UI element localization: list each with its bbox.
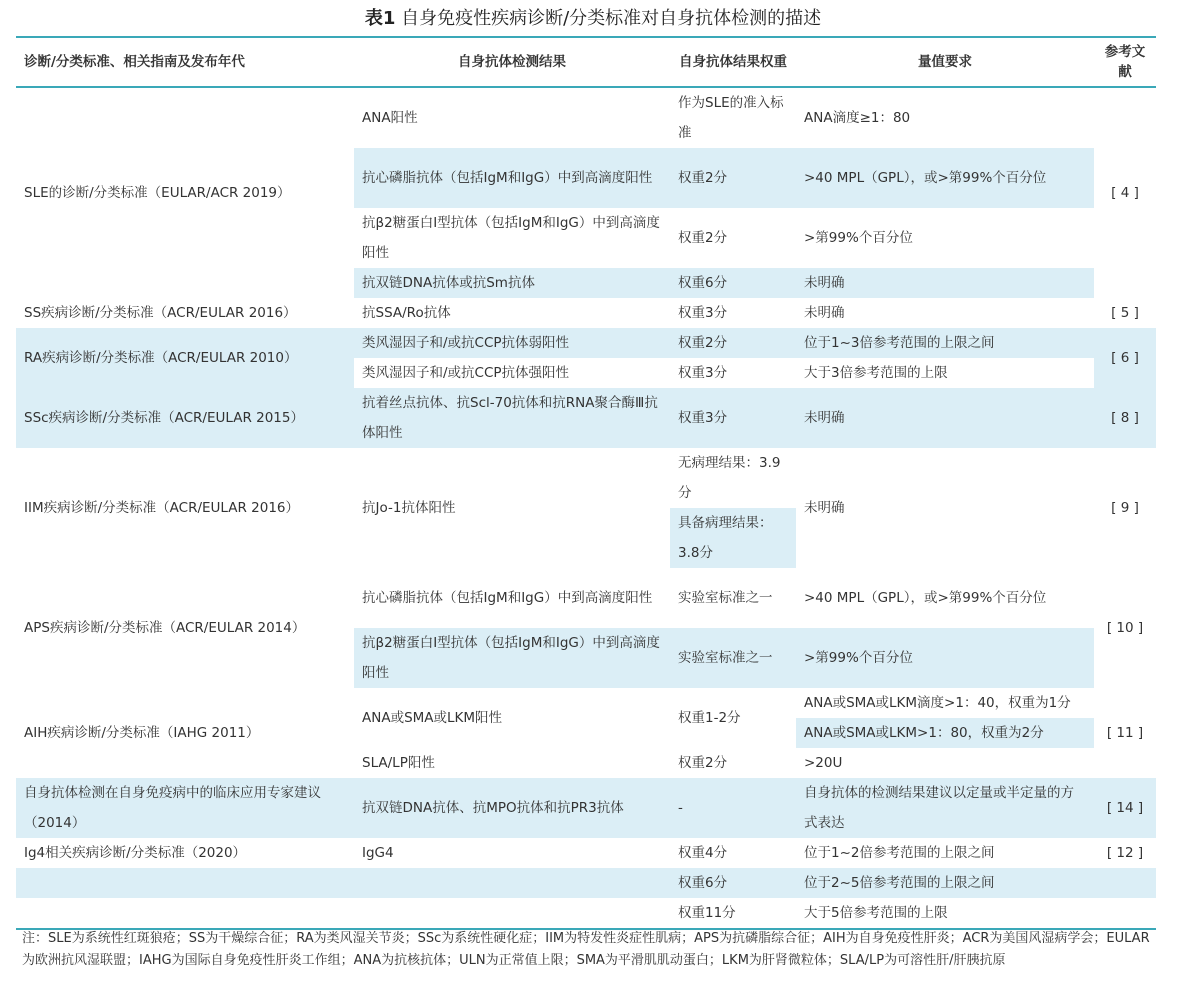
table-footnote: 注：SLE为系统性红斑狼疮；SS为干燥综合征；RA为类风湿关节炎；SSc为系统性硬化症；IIM为特发性炎症性肌病；APS为抗磷脂综合征；AIH为自身免疫性肝炎；ACR为美国风湿病学会；EULAR为欧洲抗风湿联盟；IAHG为国际自身免疫性肝炎工作组；ANA为抗核抗体；ULN为正常值上限；SMA为平滑肌肌动蛋白；LKM为肝肾微粒体；SLA/LP为可溶性肝/肝胰抗原 bbox=[22, 931, 1150, 968]
cell-antibody bbox=[354, 898, 670, 929]
table-row bbox=[16, 688, 1156, 718]
cell-standard: SS疾病诊断/分类标准（ACR/EULAR 2016） bbox=[24, 305, 297, 321]
cell-quantity: ANA滴度≥1：80 bbox=[804, 110, 911, 126]
cell-standard bbox=[16, 868, 354, 898]
cell-weight: 具备病理结果：3.8分 bbox=[670, 508, 796, 568]
cell-quantity: 未明确 bbox=[804, 305, 845, 321]
cell-weight: 权重2分 bbox=[678, 230, 728, 246]
cell-antibody: 类风湿因子和/或抗CCP抗体弱阳性 bbox=[354, 328, 670, 358]
cell-weight: 权重11分 bbox=[670, 898, 796, 929]
cell-weight: 无病理结果：3.9分 bbox=[678, 455, 781, 501]
cell-quantity: 未明确 bbox=[804, 500, 845, 516]
cell-quantity: 自身抗体的检测结果建议以定量或半定量的方式表达 bbox=[796, 778, 1094, 838]
header-quantity: 量值要求 bbox=[918, 54, 972, 70]
cell-standard: APS疾病诊断/分类标准（ACR/EULAR 2014） bbox=[24, 620, 306, 636]
cell-reference bbox=[1094, 868, 1156, 898]
cell-antibody: 抗心磷脂抗体（包括IgM和IgG）中到高滴度阳性 bbox=[354, 148, 670, 208]
cell-antibody bbox=[354, 868, 670, 898]
table-row bbox=[16, 778, 1156, 838]
cell-standard: Ig4相关疾病诊断/分类标准（2020） bbox=[24, 845, 247, 861]
cell-quantity: >20U bbox=[804, 755, 843, 771]
cell-antibody: 抗心磷脂抗体（包括IgM和IgG）中到高滴度阳性 bbox=[362, 590, 653, 606]
cell-standard bbox=[16, 898, 354, 929]
cell-antibody: 抗双链DNA抗体、抗MPO抗体和抗PR3抗体 bbox=[354, 778, 670, 838]
cell-weight: 权重2分 bbox=[678, 755, 728, 771]
table-row bbox=[16, 298, 1156, 328]
cell-reference bbox=[1094, 898, 1156, 929]
cell-antibody: 抗β2糖蛋白Ⅰ型抗体（包括IgM和IgG）中到高滴度阳性 bbox=[354, 628, 670, 688]
cell-reference: [ 5 ] bbox=[1111, 305, 1139, 321]
cell-standard: 自身抗体检测在自身免疫病中的临床应用专家建议（2014） bbox=[16, 778, 354, 838]
cell-antibody: 抗双链DNA抗体或抗Sm抗体 bbox=[354, 268, 670, 298]
header-reference: 参考文献 bbox=[1104, 44, 1146, 80]
table-row bbox=[16, 898, 1156, 929]
cell-antibody: ANA或SMA或LKM阳性 bbox=[362, 710, 503, 726]
cell-weight: 权重1-2分 bbox=[678, 710, 741, 726]
table-row bbox=[16, 328, 1156, 358]
cell-weight: 权重2分 bbox=[670, 328, 796, 358]
table-row bbox=[16, 568, 1156, 628]
table-title bbox=[0, 4, 1186, 30]
cell-quantity: 位于2~5倍参考范围的上限之间 bbox=[796, 868, 1094, 898]
cell-weight: 实验室标准之一 bbox=[670, 628, 796, 688]
table-row bbox=[16, 838, 1156, 868]
header-antibody: 自身抗体检测结果 bbox=[458, 54, 566, 70]
cell-reference: [ 12 ] bbox=[1106, 845, 1144, 861]
header-weight: 自身抗体结果权重 bbox=[679, 54, 787, 70]
cell-quantity: 大于5倍参考范围的上限 bbox=[796, 898, 1094, 929]
cell-reference: [ 10 ] bbox=[1106, 620, 1144, 636]
cell-antibody: SLA/LP阳性 bbox=[362, 755, 435, 771]
cell-antibody: 抗SSA/Ro抗体 bbox=[362, 305, 451, 321]
table-caption: 自身免疫性疾病诊断/分类标准对自身抗体检测的描述 bbox=[401, 8, 822, 29]
cell-standard: RA疾病诊断/分类标准（ACR/EULAR 2010） bbox=[16, 328, 354, 388]
cell-standard: IIM疾病诊断/分类标准（ACR/EULAR 2016） bbox=[24, 500, 300, 516]
cell-weight: 权重2分 bbox=[670, 148, 796, 208]
criteria-table bbox=[16, 36, 1156, 930]
cell-reference: [ 4 ] bbox=[1111, 185, 1139, 201]
table-row bbox=[16, 87, 1156, 148]
cell-standard: SSc疾病诊断/分类标准（ACR/EULAR 2015） bbox=[16, 388, 354, 448]
cell-quantity: ANA或SMA或LKM>1：80，权重为2分 bbox=[796, 718, 1094, 748]
cell-quantity: 未明确 bbox=[796, 388, 1094, 448]
cell-weight: 权重6分 bbox=[670, 868, 796, 898]
cell-standard: AIH疾病诊断/分类标准（IAHG 2011） bbox=[24, 725, 260, 741]
cell-quantity: 未明确 bbox=[796, 268, 1094, 298]
table-row bbox=[16, 448, 1156, 508]
header-row bbox=[16, 37, 1156, 87]
cell-antibody: 抗着丝点抗体、抗Scl-70抗体和抗RNA聚合酶Ⅲ抗体阳性 bbox=[354, 388, 670, 448]
cell-antibody: 类风湿因子和/或抗CCP抗体强阳性 bbox=[362, 365, 570, 381]
cell-quantity: ANA或SMA或LKM滴度>1：40，权重为1分 bbox=[804, 695, 1071, 711]
cell-reference: [ 11 ] bbox=[1106, 725, 1144, 741]
table-number: 表1 bbox=[364, 8, 396, 29]
cell-quantity: >40 MPL（GPL），或>第99%个百分位 bbox=[804, 590, 1047, 606]
cell-quantity: 位于1~3倍参考范围的上限之间 bbox=[796, 328, 1094, 358]
cell-quantity: 大于3倍参考范围的上限 bbox=[804, 365, 948, 381]
cell-quantity: >第99%个百分位 bbox=[796, 628, 1094, 688]
cell-reference: [ 6 ] bbox=[1094, 328, 1156, 388]
cell-weight: 权重3分 bbox=[678, 305, 728, 321]
cell-weight: 权重4分 bbox=[678, 845, 728, 861]
cell-reference: [ 8 ] bbox=[1094, 388, 1156, 448]
cell-weight: 权重3分 bbox=[670, 388, 796, 448]
table-row bbox=[16, 868, 1156, 898]
cell-weight: 作为SLE的准入标准 bbox=[678, 95, 784, 141]
cell-quantity: 位于1~2倍参考范围的上限之间 bbox=[804, 845, 995, 861]
cell-antibody: 抗β2糖蛋白Ⅰ型抗体（包括IgM和IgG）中到高滴度阳性 bbox=[362, 215, 660, 261]
cell-antibody: ANA阳性 bbox=[362, 110, 418, 126]
cell-antibody: 抗Jo-1抗体阳性 bbox=[362, 500, 456, 516]
cell-weight: - bbox=[670, 778, 796, 838]
cell-reference: [ 14 ] bbox=[1094, 778, 1156, 838]
cell-weight: 权重3分 bbox=[678, 365, 728, 381]
cell-antibody: IgG4 bbox=[362, 845, 394, 861]
table-row bbox=[16, 388, 1156, 448]
cell-standard: SLE的诊断/分类标准（EULAR/ACR 2019） bbox=[24, 185, 291, 201]
header-standard: 诊断/分类标准、相关指南及发布年代 bbox=[24, 54, 245, 70]
cell-quantity: >40 MPL（GPL），或>第99%个百分位 bbox=[796, 148, 1094, 208]
cell-reference: [ 9 ] bbox=[1111, 500, 1139, 516]
cell-weight: 权重6分 bbox=[670, 268, 796, 298]
cell-quantity: >第99%个百分位 bbox=[804, 230, 913, 246]
cell-weight: 实验室标准之一 bbox=[678, 590, 773, 606]
